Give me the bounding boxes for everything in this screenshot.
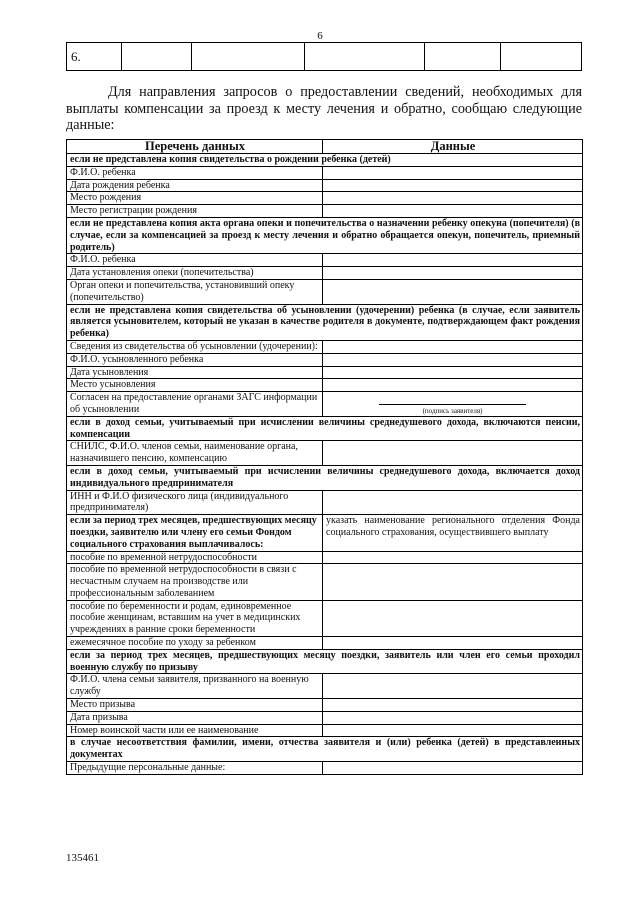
signature-cell[interactable] (323, 392, 583, 417)
section-title: если не представлена копия свидетельства об усыновлении (удочерении) ребенка (в случае, если заявитель является усыновителем, который не указан в качестве родителя в документе, подтверждающем факт рождения ребенка) (67, 304, 583, 340)
section-row (67, 154, 583, 167)
field-label: Номер воинской части или ее наименование (67, 724, 323, 737)
table-row (67, 379, 583, 392)
table-row (67, 564, 583, 600)
data-value-cell[interactable] (323, 637, 583, 650)
field-label: Орган опеки и попечительства, установивший опеку (попечительство) (67, 279, 323, 304)
section-title: если в доход семьи, учитываемый при исчислении величины среднедушевого дохода, включается доход индивидуального предпринимателя (67, 465, 583, 490)
table-row (67, 205, 583, 218)
empty-cell (121, 43, 192, 71)
table-row (67, 699, 583, 712)
table-row (67, 674, 583, 699)
table-row (67, 637, 583, 650)
field-label: Дата усыновления (67, 366, 323, 379)
data-value-cell[interactable] (323, 166, 583, 179)
field-label: Ф.И.О. ребенка (67, 254, 323, 267)
signature-label: (подпись заявителя) (422, 406, 483, 415)
field-label: Дата установления опеки (попечительства) (67, 267, 323, 280)
data-table-body (67, 140, 583, 775)
field-label: пособие по временной нетрудоспособности (67, 551, 323, 564)
table-row (67, 353, 583, 366)
table-row (67, 279, 583, 304)
data-value-cell[interactable] (323, 279, 583, 304)
table-header-row (67, 140, 583, 154)
field-label: Дата призыва (67, 711, 323, 724)
data-value-cell[interactable] (323, 699, 583, 712)
table-row (67, 515, 583, 551)
empty-cell (304, 43, 424, 71)
field-label: пособие по временной нетрудоспособности в связи с несчастным случаем на производстве или профессиональным заболеванием (67, 564, 323, 600)
table-row (67, 254, 583, 267)
data-value-cell[interactable] (323, 379, 583, 392)
empty-cell (501, 43, 582, 71)
field-label: Место регистрации рождения (67, 205, 323, 218)
data-value-cell[interactable] (323, 564, 583, 600)
section-title: если не представлена копия акта органа опеки и попечительства о назначении ребенку опекуна (попечителя) (в случае, если за компенсацией за проезд к месту лечения и обратно обращается опекун, попечитель, приемный родитель) (67, 217, 583, 253)
field-label: если за период трех месяцев, предшествующих месяцу поездки, заявителю или члену его семьи Фондом социального страхования выплачивалось: (67, 515, 323, 551)
data-value-cell[interactable] (323, 254, 583, 267)
data-value-cell[interactable] (323, 340, 583, 353)
table-row (67, 366, 583, 379)
intro-paragraph: Для направления запросов о предоставлении сведений, необходимых для выплаты компенсации за проезд к месту лечения и обратно, сообщаю следующие данные: (66, 84, 582, 133)
header-data: Данные (323, 140, 583, 154)
field-label: Ф.И.О. ребенка (67, 166, 323, 179)
table-row (67, 490, 583, 515)
field-label: Сведения из свидетельства об усыновлении (удочерении): (67, 340, 323, 353)
data-value-cell[interactable] (323, 205, 583, 218)
section-title: в случае несоответствия фамилии, имени, отчества заявителя и (или) ребенка (детей) в представленных документах (67, 737, 583, 762)
field-label: ИНН и Ф.И.О физического лица (индивидуального предпринимателя) (67, 490, 323, 515)
data-value-cell[interactable] (323, 762, 583, 775)
section-row (67, 465, 583, 490)
data-value-cell[interactable] (323, 267, 583, 280)
field-label: СНИЛС, Ф.И.О. членов семьи, наименование органа, назначившего пенсию, компенсацию (67, 441, 323, 466)
previous-table-row (66, 42, 582, 71)
page-number: 6 (317, 30, 323, 42)
empty-cell (424, 43, 501, 71)
field-label: Согласен на предоставление органами ЗАГС информации об усыновлении (67, 392, 323, 417)
data-value-cell[interactable] (323, 441, 583, 466)
table-row (67, 600, 583, 636)
table-row (67, 179, 583, 192)
table-row (67, 711, 583, 724)
section-row (67, 737, 583, 762)
data-value-cell[interactable] (323, 192, 583, 205)
section-row (67, 649, 583, 674)
field-label: Ф.И.О. усыновленного ребенка (67, 353, 323, 366)
table-row (67, 267, 583, 280)
empty-cell (192, 43, 304, 71)
field-label: Ф.И.О. члена семьи заявителя, призванного на военную службу (67, 674, 323, 699)
data-value-cell[interactable] (323, 490, 583, 515)
header-list: Перечень данных (67, 140, 323, 154)
section-row (67, 416, 583, 441)
field-label: Предыдущие персональные данные: (67, 762, 323, 775)
section-row (67, 217, 583, 253)
data-value-cell[interactable] (323, 551, 583, 564)
field-label: Дата рождения ребенка (67, 179, 323, 192)
table-row (67, 192, 583, 205)
data-value-cell[interactable]: указать наименование регионального отделения Фонда социального страхования, осуществившего выплату (323, 515, 583, 551)
field-label: Место усыновления (67, 379, 323, 392)
table-row (67, 166, 583, 179)
field-label: Место призыва (67, 699, 323, 712)
section-title: если за период трех месяцев, предшествующих месяцу поездки, заявитель или член его семьи проходил военную службу по призыву (67, 649, 583, 674)
data-value-cell[interactable] (323, 600, 583, 636)
footer-code: 135461 (66, 852, 99, 864)
section-title: если в доход семьи, учитываемый при исчислении величины среднедушевого дохода, включаются пенсии, компенсации (67, 416, 583, 441)
table-row (67, 392, 583, 417)
data-value-cell[interactable] (323, 724, 583, 737)
data-table (66, 139, 583, 775)
row-number-cell: 6. (67, 43, 122, 71)
field-label: пособие по беременности и родам, единовременное пособие женщинам, вставшим на учет в медицинских учреждениях в ранние сроки беременности (67, 600, 323, 636)
data-value-cell[interactable] (323, 353, 583, 366)
data-value-cell[interactable] (323, 674, 583, 699)
table-row (67, 724, 583, 737)
signature-line (379, 404, 526, 405)
field-label: ежемесячное пособие по уходу за ребенком (67, 637, 323, 650)
section-title: если не представлена копия свидетельства о рождении ребенка (детей) (67, 154, 583, 167)
table-row (67, 762, 583, 775)
table-row (67, 340, 583, 353)
field-label: Место рождения (67, 192, 323, 205)
table-row (67, 441, 583, 466)
data-value-cell[interactable] (323, 366, 583, 379)
section-row (67, 304, 583, 340)
data-value-cell[interactable] (323, 179, 583, 192)
table-row (67, 551, 583, 564)
data-value-cell[interactable] (323, 711, 583, 724)
